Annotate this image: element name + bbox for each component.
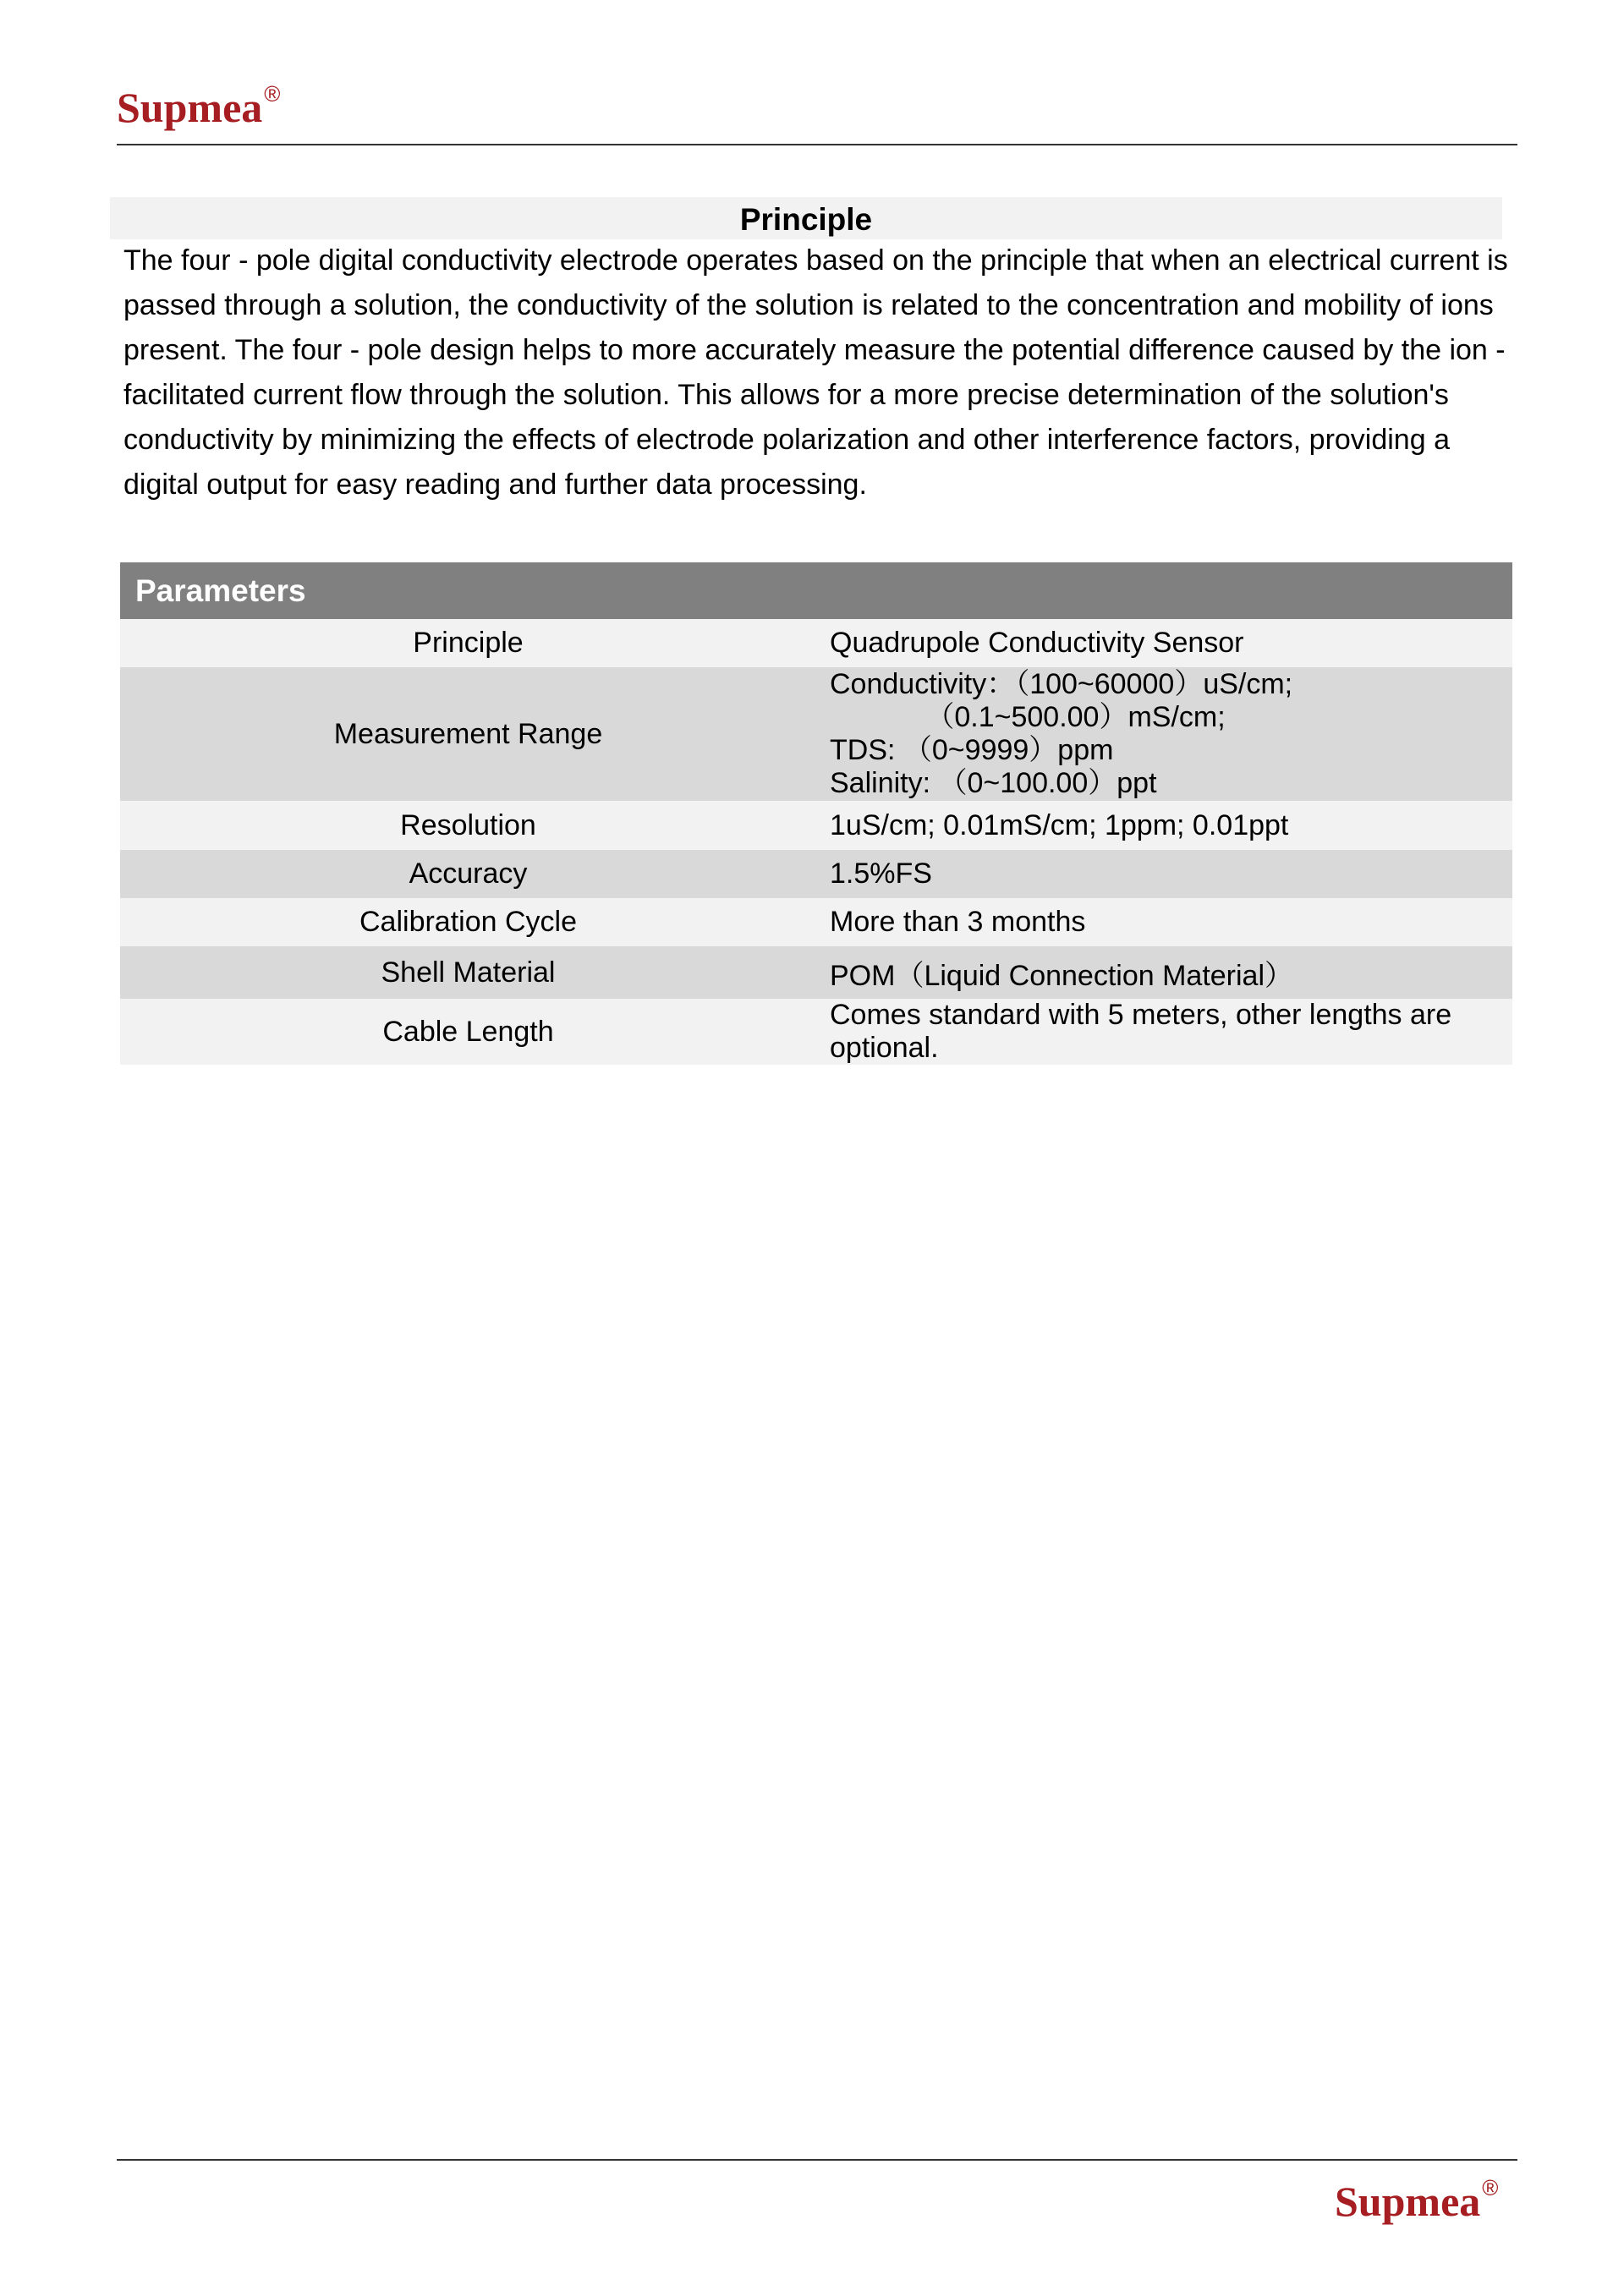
header-divider: [117, 144, 1517, 145]
param-value: More than 3 months: [816, 898, 1512, 946]
brand-name: Supmea: [117, 84, 263, 131]
param-label: Cable Length: [120, 999, 816, 1065]
parameters-header-row: [120, 562, 1512, 619]
param-value: 1.5%FS: [816, 850, 1512, 898]
parameters-table: [120, 562, 1512, 1065]
param-label: Principle: [120, 619, 816, 667]
table-row: [120, 850, 1512, 898]
measurement-range-line: Salinity: （0~100.00）ppt: [830, 767, 1157, 799]
param-label: Accuracy: [120, 850, 816, 898]
principle-paragraph: The four - pole digital conductivity electrode operates based on the principle that when an electrical current is passed through a solution, the conductivity of the solution is related to the concentration and mobility of ions present. The four - pole design helps to more accurately measure the potential difference caused by the ion - facilitated current flow through the solution. This allows for a more precise determination of the solution's conductivity by minimizing the effects of electrode polarization and other interference factors, providing a digital output for easy reading and further data processing.: [123, 244, 1508, 501]
table-row: [120, 619, 1512, 667]
brand-logo: [117, 83, 280, 129]
param-value-multiline: [816, 667, 1512, 801]
measurement-range-line: （0.1~500.00）mS/cm;: [830, 701, 1226, 733]
param-label: Shell Material: [120, 946, 816, 999]
footer-registered-mark: ®: [1482, 2175, 1499, 2200]
table-row: [120, 898, 1512, 946]
param-label: Measurement Range: [120, 667, 816, 801]
registered-mark: ®: [264, 81, 281, 107]
footer-brand-logo: [1335, 2175, 1499, 2225]
param-value: POM（Liquid Connection Material）: [816, 946, 1512, 999]
footer-divider: [117, 2159, 1517, 2161]
measurement-range-line: Conductivity：（100~60000）uS/cm;: [830, 668, 1293, 700]
param-value: 1uS/cm; 0.01mS/cm; 1ppm; 0.01ppt: [816, 801, 1512, 850]
table-row: [120, 946, 1512, 999]
param-label: Resolution: [120, 801, 816, 850]
param-value: Comes standard with 5 meters, other lengths are optional.: [816, 999, 1512, 1065]
table-row: [120, 667, 1512, 801]
parameters-title: Parameters: [120, 562, 1512, 619]
principle-heading-bar: [110, 197, 1502, 239]
footer-brand-name: Supmea: [1335, 2178, 1481, 2225]
param-value: Quadrupole Conductivity Sensor: [816, 619, 1512, 667]
param-label: Calibration Cycle: [120, 898, 816, 946]
measurement-range-line: TDS: （0~9999）ppm: [830, 734, 1114, 766]
table-row: [120, 801, 1512, 850]
principle-title: Principle: [739, 202, 873, 237]
table-row: [120, 999, 1512, 1065]
